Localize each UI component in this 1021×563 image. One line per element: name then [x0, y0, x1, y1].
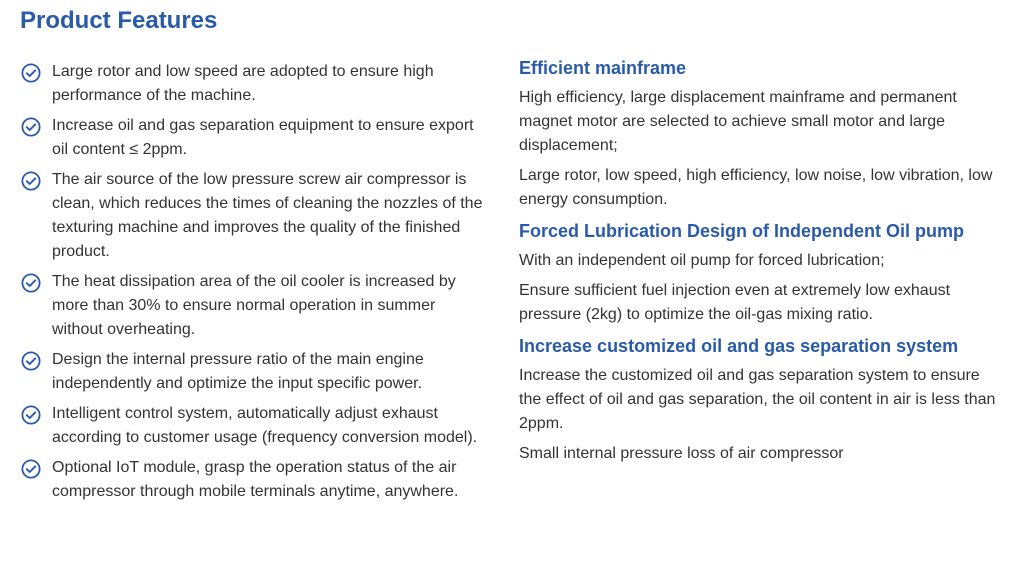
feature-item [20, 60, 490, 108]
feature-item [20, 402, 490, 450]
check-circle-icon [21, 405, 41, 425]
section-paragraph: High efficiency, large displacement mainframe and permanent magnet motor are selected to achieve small motor and large displacement; [519, 89, 957, 154]
feature-item [20, 168, 490, 264]
feature-item [20, 348, 490, 396]
feature-text: Optional IoT module, grasp the operation status of the air compressor through mobile terminals anytime, anywhere. [52, 459, 459, 500]
section-heading: Increase customized oil and gas separation system [519, 336, 959, 356]
feature-list [20, 60, 490, 510]
section-heading: Efficient mainframe [519, 58, 687, 78]
section-paragraph: With an independent oil pump for forced lubrication; [519, 252, 885, 269]
check-circle-icon [21, 63, 41, 83]
feature-item [20, 456, 490, 504]
section-paragraph: Increase the customized oil and gas separation system to ensure the effect of oil and gas separation, the oil content in air is less than 2ppm. [519, 367, 996, 432]
section-paragraph: Large rotor, low speed, high efficiency, low noise, low vibration, low energy consumption. [519, 167, 993, 208]
section-paragraph: Ensure sufficient fuel injection even at extremely low exhaust pressure (2kg) to optimize the oil-gas mixing ratio. [519, 282, 951, 323]
section-oil-gas-separation [519, 333, 999, 466]
check-circle-icon [21, 171, 41, 191]
check-circle-icon [21, 117, 41, 137]
section-forced-lubrication [519, 218, 999, 327]
check-circle-icon [21, 459, 41, 479]
feature-text: The heat dissipation area of the oil cooler is increased by more than 30% to ensure normal operation in summer without overheating. [52, 273, 456, 338]
feature-text: Design the internal pressure ratio of the main engine independently and optimize the input specific power. [52, 351, 424, 392]
section-heading: Forced Lubrication Design of Independent Oil pump [519, 221, 965, 241]
feature-text: Increase oil and gas separation equipment to ensure export oil content ≤ 2ppm. [52, 117, 474, 158]
section-efficient-mainframe [519, 55, 999, 212]
check-circle-icon [21, 351, 41, 371]
feature-item [20, 270, 490, 342]
feature-text: The air source of the low pressure screw air compressor is clean, which reduces the times of cleaning the nozzles of the texturing machine and improves the quality of the finished product. [52, 171, 483, 260]
feature-text: Large rotor and low speed are adopted to ensure high performance of the machine. [52, 63, 434, 104]
check-circle-icon [21, 273, 41, 293]
section-paragraph: Small internal pressure loss of air compressor [519, 445, 844, 462]
feature-text: Intelligent control system, automatically adjust exhaust according to customer usage (frequency conversion model). [52, 405, 478, 446]
feature-sections [519, 55, 999, 472]
page-title: Product Features [20, 7, 218, 34]
feature-item [20, 114, 490, 162]
